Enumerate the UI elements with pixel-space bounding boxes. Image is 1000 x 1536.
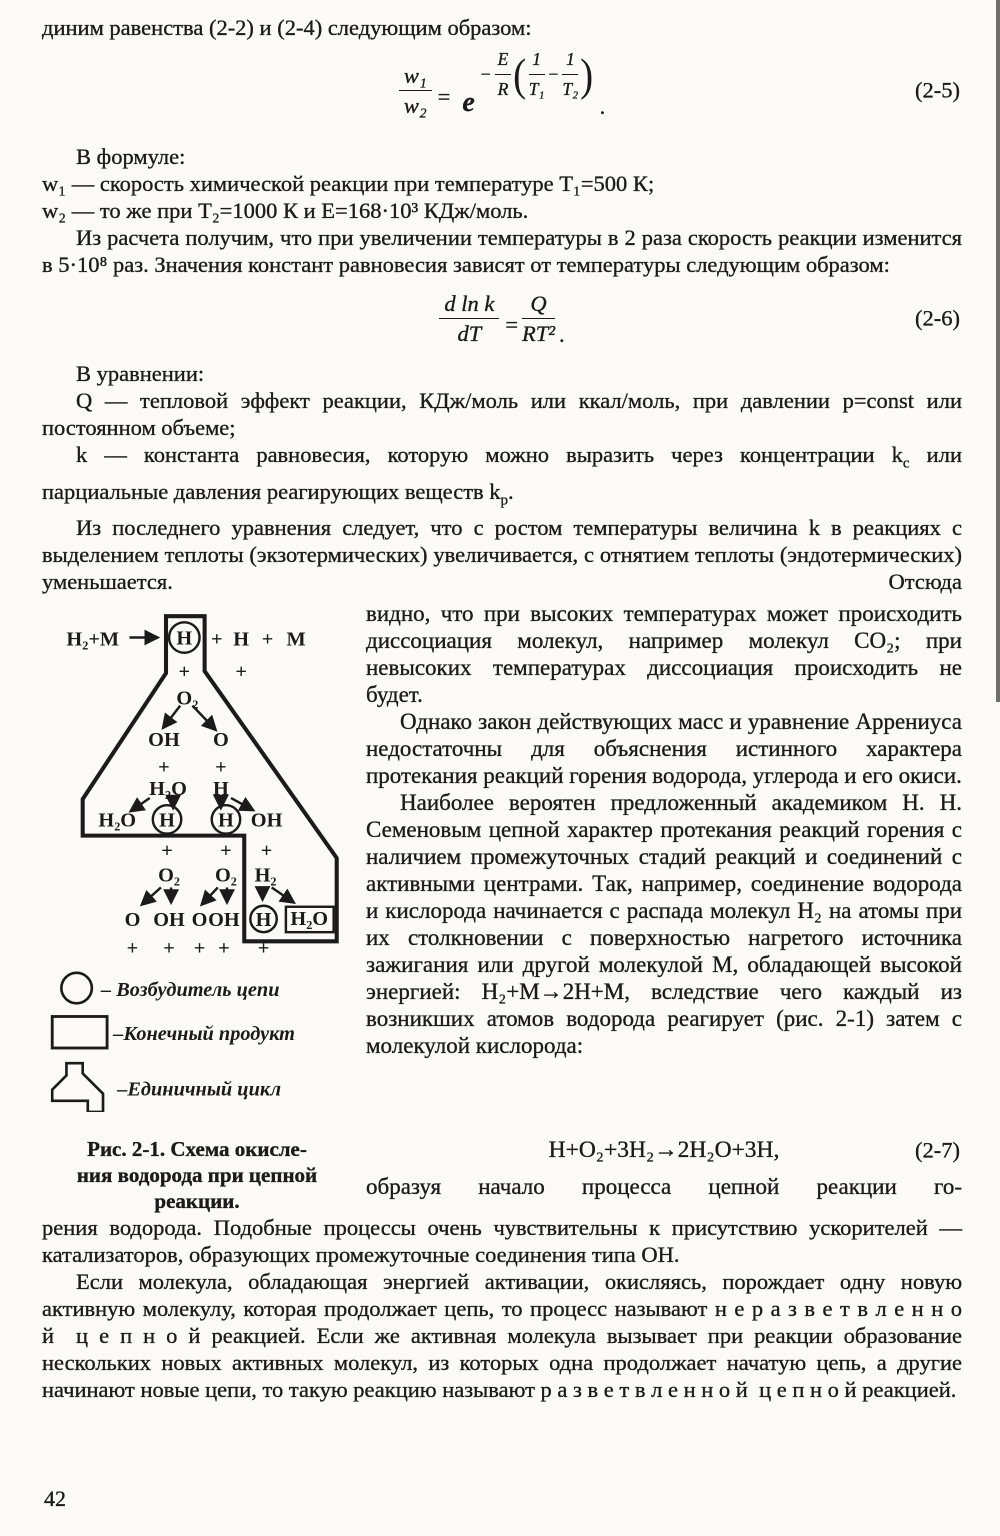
- paragraph-w1-definition: w₁ — скорость химической реакции при температуре T₁=500 К;: [42, 171, 655, 196]
- RT2: RT²: [522, 320, 556, 346]
- label-oh: OH: [250, 809, 283, 832]
- plus-sign: +: [235, 661, 247, 684]
- T2: T₂: [562, 78, 579, 99]
- single-cycle-outline: [83, 616, 337, 941]
- plus-sign: +: [163, 937, 175, 960]
- label-h-circled: H: [176, 627, 193, 650]
- equation-number: (2-6): [915, 305, 960, 331]
- paragraph-dissociation: видно, что при высоких температурах может происходить диссоциация молекул, например молекул CO₂; при невысоких температурах диссоциация происходить не будет.: [366, 601, 962, 707]
- caption-line: Рис. 2-1. Схема окисле-: [87, 1137, 307, 1161]
- equation-number: (2-7): [915, 1137, 960, 1163]
- exponent: [477, 46, 596, 103]
- plus-sign: +: [178, 661, 191, 684]
- label-h2o: H₂O: [149, 778, 187, 801]
- label-h: H: [212, 778, 229, 801]
- paragraph-intro: диним равенства (2-2) и (2-4) следующим образом:: [42, 15, 532, 40]
- paragraph-catalysts: рения водорода. Подобные процессы очень чувствительны к присутствию ускорителей — катализаторов, образующих промежуточные соединения типа OH.: [42, 1215, 962, 1267]
- plus-sign: +: [126, 937, 139, 960]
- period: .: [599, 93, 606, 119]
- fraction-E-R: [495, 46, 512, 103]
- fraction-1-T1: [529, 46, 545, 103]
- label-h2o-out: H₂O: [98, 809, 137, 832]
- paragraph-chain-begin: образуя начало процесса цепной реакции го-: [366, 1174, 962, 1199]
- legend-funnel-icon: [52, 1063, 103, 1112]
- equation-2-5: [42, 41, 962, 139]
- close-paren: ): [580, 48, 594, 100]
- label-h-atom: H: [233, 628, 250, 651]
- label-o: O: [212, 729, 229, 752]
- label-o: O: [191, 909, 208, 932]
- paragraph-k-definition: [42, 441, 962, 514]
- minus-sign: −: [548, 63, 559, 84]
- label-h-circled: H: [255, 909, 272, 932]
- plus-sign: +: [215, 756, 227, 779]
- legend-label-initiator: – Возбудитель цепи: [100, 979, 280, 1002]
- caption-line: ния водорода при цепной: [76, 1163, 318, 1187]
- page-number: 42: [44, 1486, 66, 1511]
- legend-label-product: –Конечный продукт: [113, 1022, 295, 1045]
- w2: w₂: [403, 92, 427, 118]
- label-h2: H₂: [254, 864, 277, 887]
- scan-edge-artifact: [996, 0, 1000, 702]
- E: E: [495, 46, 512, 75]
- Q: Q: [522, 290, 555, 319]
- one: 1: [562, 46, 578, 75]
- fraction-Q-RT2: [522, 290, 555, 347]
- fraction-dlnk-dT: [439, 290, 499, 347]
- k-def-text: или парциальные давления реагирующих веществ k: [42, 442, 962, 504]
- label-h2-plus-m: H₂+M: [66, 628, 120, 651]
- paragraph-chain-types: Если молекула, обладающая энергией активации, окисляясь, порождает одну новую активную молекулу, которая продолжает цепь, то процесс называют н е р а з в е т в л е н н о й ц е п н о й реакцией. Если же активная молекула вызывает при реакции образование нескольких новых активных молекул, из которых одна продолжает начатую цепь, а другие начинают новые цепи, то такую реакцию называют р а з в е т в л е н н о й ц е п н о й реакцией.: [42, 1269, 962, 1402]
- plus-sign: +: [257, 937, 270, 960]
- plus-sign: +: [158, 756, 170, 779]
- e-base: e: [462, 86, 475, 118]
- equals-sign: =: [437, 83, 449, 109]
- legend-circle-icon: [61, 973, 91, 1003]
- T1: T₁: [528, 78, 545, 99]
- dT: dT: [457, 320, 482, 346]
- fraction-w1-w2: [399, 62, 432, 119]
- minus-sign: −: [480, 63, 491, 84]
- plus-sign: +: [218, 937, 230, 960]
- plus-sign: +: [161, 839, 173, 862]
- label-oh: OH: [153, 909, 185, 932]
- d-ln-k: d ln k: [439, 290, 499, 319]
- kp-subscript: р: [500, 492, 509, 508]
- period: .: [559, 321, 565, 347]
- figure-2-1: [42, 604, 352, 1214]
- one: 1: [529, 46, 545, 75]
- paragraph-arrhenius: Однако закон действующих масс и уравнение Аррениуса недостаточны для объяснения истинного характера протекания реакций горения водорода, углерода и его окиси.: [366, 709, 962, 788]
- plus-sign: +: [211, 628, 223, 651]
- label-m: M: [286, 628, 306, 651]
- paragraph-semenov: Наиболее вероятен предложенный академиком Н. Н. Семеновым цепной характер протекания реакций горения с наличием промежуточных стадий реакций и соединений с активными центрами. Так, например, соединение водорода и кислорода начинается с распада молекул H₂ на атомы при их столкновении с поверхностью нагретого источника зажигания или другой молекулой M, обладающей высокой энергией: H₂+M→2H+M, вследствие чего каждый из возникших атомов водорода реагирует (рис. 2-1) затем с молекулой кислорода:: [366, 790, 962, 1058]
- paragraph-temperature-effect: Из последнего уравнения следует, что с ростом температуры величина k в реакциях с выделением теплоты (экзотермических) увеличивается, с отнятием теплоты (эндотермических) уменьшается. Отсюда: [42, 515, 962, 594]
- figure-caption: [42, 1136, 352, 1214]
- label-o: O: [124, 909, 141, 932]
- label-h-circled: H: [159, 809, 175, 832]
- kc-subscript: с: [902, 455, 910, 472]
- paragraph-calculation: Из расчета получим, что при увеличении температуры в 2 раза скорость реакции изменится в 5·10⁸ раз. Значения констант равновесия зависят от температуры следующим образом:: [42, 225, 962, 277]
- plus-sign: +: [261, 628, 274, 651]
- hydrogen-chain-diagram: [42, 604, 352, 1112]
- R: R: [497, 78, 509, 99]
- label-h2o-boxed: H₂O: [290, 908, 329, 931]
- label-h-circled: H: [218, 809, 234, 832]
- paragraph-q-definition: Q — тепловой эффект реакции, КДж/моль или ккал/моль, при давлении p=const или постоянном объеме;: [42, 388, 962, 440]
- equation-2-6: [42, 280, 962, 356]
- equation-2-7: [366, 1127, 962, 1173]
- caption-line: реакции.: [154, 1189, 240, 1213]
- plus-sign: +: [193, 937, 206, 960]
- label-o2: O₂: [176, 687, 199, 710]
- paragraph-formula-intro: В формуле:: [76, 144, 186, 169]
- label-oh: OH: [148, 729, 180, 752]
- legend-rectangle-icon: [52, 1016, 107, 1047]
- equation-2-7-body: H+O₂+3H₂→2H₂O+3H,: [548, 1136, 780, 1163]
- wrap-text-column: [366, 600, 962, 1200]
- open-paren: (: [513, 48, 527, 100]
- k-def-text: k — константа равновесия, которую можно выразить через концентрации k: [76, 442, 903, 467]
- paragraph-w2-definition: w₂ — то же при T₂=1000 К и E=168·10³ КДж/моль.: [42, 198, 529, 223]
- equation-number: (2-5): [915, 77, 960, 103]
- fraction-1-T2: [562, 46, 578, 103]
- legend-label-cycle: –Единичный цикл: [117, 1078, 282, 1101]
- label-oh: OH: [208, 909, 240, 932]
- plus-sign: +: [220, 839, 232, 862]
- label-o2: O₂: [215, 864, 237, 887]
- w1: w₁: [399, 62, 432, 91]
- column-spacer: [366, 1059, 962, 1127]
- figure-text-columns: [42, 600, 962, 1214]
- paragraph-equation-intro: В уравнении:: [76, 361, 205, 386]
- label-o2: O₂: [158, 864, 181, 887]
- equals-sign: =: [505, 311, 517, 337]
- k-def-text: .: [508, 478, 514, 504]
- plus-sign: +: [260, 839, 273, 862]
- figure-legend: [52, 973, 295, 1112]
